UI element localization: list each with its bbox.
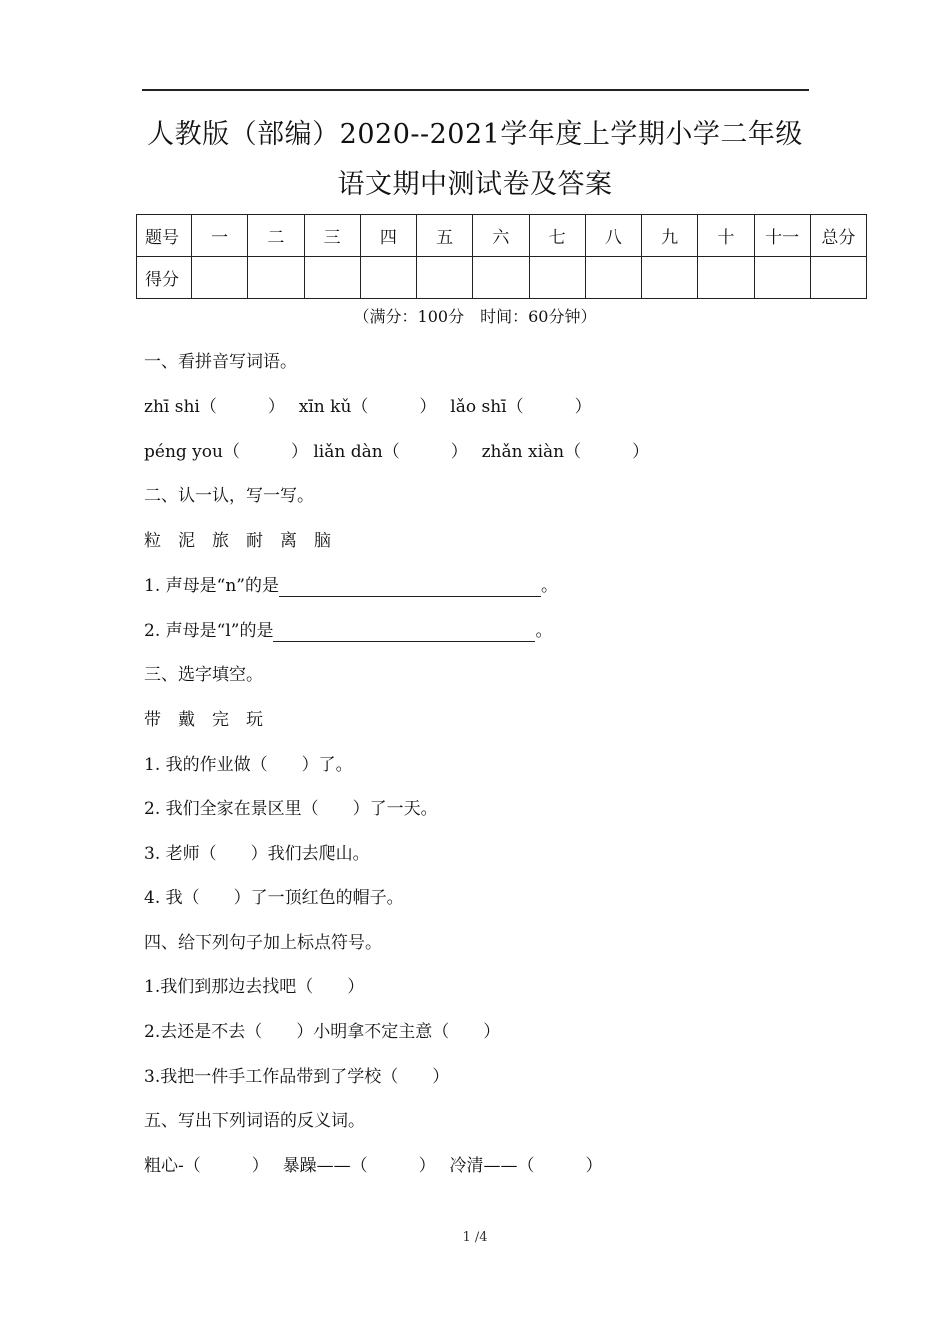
antonym-row: 粗心-（ ） 暴躁——（ ） 冷清——（ ）	[144, 1156, 603, 1176]
score-header-cell: 四	[360, 215, 416, 257]
section-3-characters: 带 戴 完 玩	[144, 710, 263, 730]
score-header-cell: 一	[192, 215, 248, 257]
section-2-question-2	[144, 620, 552, 642]
section-2-characters: 粒 泥 旅 耐 离 脑	[144, 531, 331, 551]
score-header-cell: 九	[642, 215, 698, 257]
answer-blank[interactable]	[273, 623, 535, 642]
section-2-heading: 二、认一认，写一写。	[144, 486, 314, 506]
score-cell	[192, 257, 248, 299]
page-title-line-1: 人教版（部编）2020--2021学年度上学期小学二年级	[147, 119, 803, 150]
score-cell	[360, 257, 416, 299]
section-4-question-3: 3.我把一件手工作品带到了学校（ ）	[144, 1067, 450, 1087]
score-header-cell: 十	[698, 215, 754, 257]
score-header-cell: 五	[417, 215, 473, 257]
score-header-cell: 六	[473, 215, 529, 257]
score-header-cell: 三	[304, 215, 360, 257]
top-rule	[142, 89, 809, 91]
score-cell	[417, 257, 473, 299]
page-number: 1 /4	[462, 1230, 488, 1245]
score-header-cell: 十一	[754, 215, 810, 257]
section-4-heading: 四、给下列句子加上标点符号。	[144, 933, 382, 953]
score-cell	[248, 257, 304, 299]
score-header-cell: 总分	[810, 215, 866, 257]
section-2-question-1	[144, 575, 558, 597]
page-title-line-2: 语文期中测试卷及答案	[337, 169, 613, 200]
score-time-note: （满分：100分 时间：60分钟）	[353, 307, 597, 326]
score-cell	[698, 257, 754, 299]
score-table-header-row	[137, 215, 867, 257]
section-1-heading: 一、看拼音写词语。	[144, 352, 297, 372]
score-header-cell: 八	[585, 215, 641, 257]
score-cell	[754, 257, 810, 299]
period: 。	[535, 621, 553, 641]
question-text: 1. 声母是“n”的是	[144, 576, 279, 596]
score-cell	[810, 257, 866, 299]
section-3-question-4: 4. 我（ ）了一顶红色的帽子。	[144, 888, 404, 908]
score-header-cell: 二	[248, 215, 304, 257]
score-header-cell: 题号	[137, 215, 192, 257]
question-text: 2. 声母是“l”的是	[144, 621, 274, 641]
score-cell	[529, 257, 585, 299]
score-cell	[304, 257, 360, 299]
pinyin-row-1: zhī shi（ ） xīn kǔ（ ） lǎo shī（ ）	[144, 397, 592, 417]
score-cell	[585, 257, 641, 299]
section-3-question-3: 3. 老师（ ）我们去爬山。	[144, 844, 370, 864]
section-3-heading: 三、选字填空。	[144, 665, 263, 685]
score-row-label: 得分	[137, 257, 192, 299]
section-4-question-2: 2.去还是不去（ ）小明拿不定主意（ ）	[144, 1022, 501, 1042]
score-cell	[473, 257, 529, 299]
pinyin-row-2: péng you（ ） liǎn dàn（ ） zhǎn xiàn（ ）	[144, 442, 650, 462]
section-5-heading: 五、写出下列词语的反义词。	[144, 1111, 365, 1131]
section-4-question-1: 1.我们到那边去找吧（ ）	[144, 977, 365, 997]
period: 。	[540, 576, 558, 596]
score-table-score-row	[137, 257, 867, 299]
score-table	[136, 214, 867, 299]
score-header-cell: 七	[529, 215, 585, 257]
section-3-question-1: 1. 我的作业做（ ）了。	[144, 755, 353, 775]
score-cell	[642, 257, 698, 299]
answer-blank[interactable]	[279, 578, 541, 597]
section-3-question-2: 2. 我们全家在景区里（ ）了一天。	[144, 799, 438, 819]
